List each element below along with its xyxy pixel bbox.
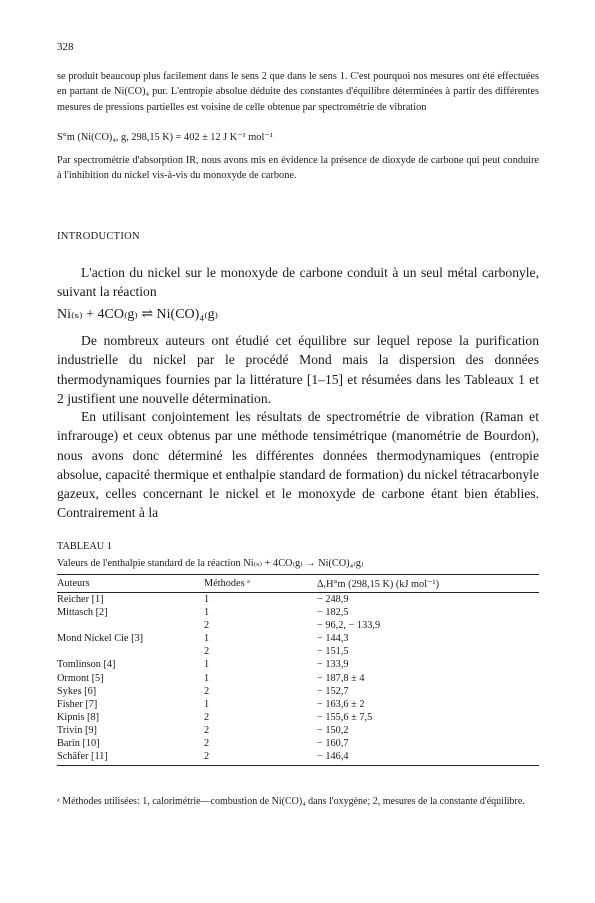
enthalpy-cell: − 182,5 [317, 607, 349, 619]
entropy-formula: S°m (Ni(CO)₄, g, 298,15 K) = 402 ± 12 J K⁻¹ mol⁻¹ [57, 132, 273, 143]
author-cell: Schäfer [11] [57, 750, 204, 766]
reaction-equation: Ni₍ₛ₎ + 4CO₍g₎ ⇌ Ni(CO)₄₍g₎ [57, 307, 219, 322]
enthalpy-cell: − 248,9 [317, 594, 349, 605]
table-row [57, 645, 539, 658]
body-paragraph: De nombreux auteurs ont étudié cet équilibre sur lequel repose la purification industrielle du nickel par le procédé Mond mais la dispersion des données thermodynamiques fournies par la littérature [1–15] et résumées dans les Tableaux 1 et 2 justifient une nouvelle détermination. [57, 333, 539, 406]
author-cell: Fisher [7] [57, 698, 98, 710]
method-cell: 1 [204, 659, 210, 671]
table-header-row [57, 575, 539, 593]
method-cell: 1 [204, 672, 210, 684]
author-cell [57, 619, 204, 632]
column-header: Méthodes ᵃ [204, 575, 317, 593]
table-title: TABLEAU 1 [57, 541, 112, 552]
author-cell: Mittasch [2] [57, 607, 108, 619]
author-cell: Ormont [5] [57, 672, 104, 684]
enthalpy-cell: − 96,2, − 133,9 [317, 620, 381, 632]
column-header: Auteurs [57, 575, 204, 593]
author-cell: Barin [10] [57, 738, 100, 750]
table-footnote: ᵃ Méthodes utilisées: 1, calorimétrie—combustion de Ni(CO)₄ dans l'oxygène; 2, mesures de la constante d'équilibre. [57, 796, 525, 807]
author-cell: Trivin [9] [57, 724, 97, 736]
table-row [57, 658, 539, 671]
method-cell: 1 [204, 698, 210, 710]
enthalpy-cell: − 151,5 [317, 646, 349, 658]
enthalpy-cell: − 150,2 [317, 724, 349, 736]
method-cell: 2 [204, 711, 210, 723]
method-cell: 2 [204, 620, 210, 632]
table-row [57, 711, 539, 724]
table-row [57, 724, 539, 737]
method-cell: 2 [204, 646, 210, 658]
body-paragraph: En utilisant conjointement les résultats de spectrométrie de vibration (Raman et infrarouge) et ceux obtenus par une méthode tensimétrique (manométrie de Bourdon), nous avons donc déterminé les différentes données thermodynamiques (entropie absolue, capacité thermique et enthalpie standard de formation) du nickel tétracarbonyle gazeux, celles concernant le nickel et le monoxyde de carbone étant bien établies. Contrairement à la [57, 409, 539, 521]
method-cell: 1 [204, 633, 210, 645]
enthalpy-cell: − 152,7 [317, 685, 349, 697]
enthalpy-table [57, 574, 539, 766]
method-cell: 1 [204, 607, 210, 619]
author-cell: Reicher [1] [57, 594, 104, 605]
author-cell: Mond Nickel Cie [3] [57, 633, 144, 645]
table-row [57, 619, 539, 632]
table-caption: Valeurs de l'enthalpie standard de la réaction Ni₍ₛ₎ + 4CO₍g₎ → Ni(CO)₄₍g₎ [57, 558, 364, 569]
table-row [57, 632, 539, 645]
column-header: ΔᵣH°m (298,15 K) (kJ mol⁻¹) [317, 575, 539, 593]
enthalpy-cell: − 187,8 ± 4 [317, 672, 365, 684]
table-row [57, 672, 539, 685]
table-row [57, 698, 539, 711]
author-cell: Kipnis [8] [57, 711, 100, 723]
method-cell: 1 [204, 594, 210, 605]
author-cell: Sykes [6] [57, 685, 97, 697]
enthalpy-cell: − 146,4 [317, 750, 539, 766]
body-paragraph: L'action du nickel sur le monoxyde de carbone conduit à un seul métal carbonyle, suivant la réaction [57, 265, 539, 300]
enthalpy-cell: − 144,3 [317, 633, 349, 645]
method-cell: 2 [204, 738, 210, 750]
author-cell [57, 645, 204, 658]
method-cell: 2 [204, 724, 210, 736]
enthalpy-cell: − 133,9 [317, 659, 349, 671]
page-number: 328 [57, 41, 74, 53]
method-cell: 2 [204, 750, 317, 766]
table-row [57, 685, 539, 698]
method-cell: 2 [204, 685, 210, 697]
abstract-paragraph: se produit beaucoup plus facilement dans le sens 2 que dans le sens 1. C'est pourquoi nos mesures ont été effectuées en partant de Ni(CO)₄ pur. L'entropie absolue déduite des constantes d'équilibre déterminées à partir des différentes mesures de pressions partielles est voisine de celle obtenue par spectrométrie de vibration [57, 71, 539, 113]
enthalpy-cell: − 155,6 ± 7,5 [317, 711, 373, 723]
table-row [57, 750, 539, 766]
table-row [57, 737, 539, 750]
enthalpy-cell: − 160,7 [317, 738, 349, 750]
enthalpy-cell: − 163,6 ± 2 [317, 698, 365, 710]
section-title: INTRODUCTION [57, 231, 140, 242]
abstract-paragraph: Par spectrométrie d'absorption IR, nous avons mis en évidence la présence de dioxyde de carbone qui peut conduire à l'inhibition du nickel vis-à-vis du monoxyde de carbone. [57, 155, 539, 182]
author-cell: Tomlinson [4] [57, 659, 116, 671]
table-row [57, 606, 539, 619]
table-row [57, 593, 539, 607]
